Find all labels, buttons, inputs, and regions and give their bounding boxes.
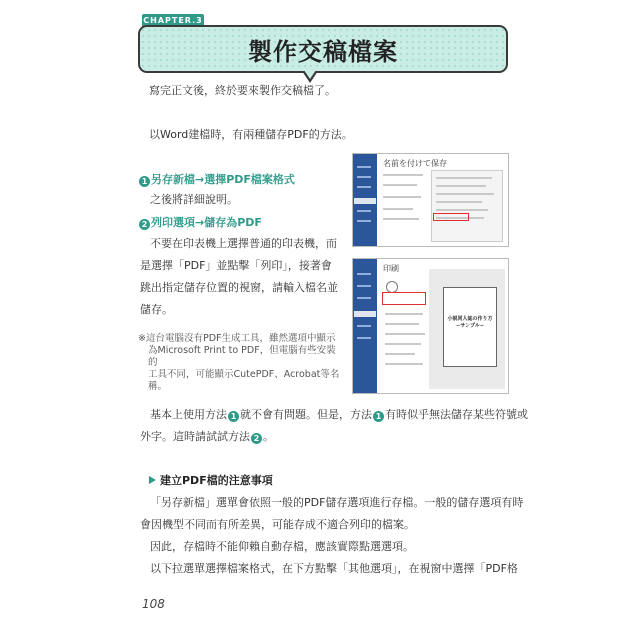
intro-paragraph-2: 以Word建檔時，有兩種儲存PDF的方法。 xyxy=(149,128,353,141)
file-format-dropdown xyxy=(431,170,503,242)
save-as-heading: 名前を付けて保存 xyxy=(383,159,447,168)
step-2-label: 列印選項→儲存為PDF xyxy=(151,216,262,229)
footnote-line: 稱。 xyxy=(148,381,168,392)
title-banner xyxy=(138,25,508,73)
section-paragraph-line: 「另存新檔」選單會依照一般的PDF儲存選項進行存檔。一般的儲存選項有時 xyxy=(150,496,524,509)
preview-title: 小説同人誌の作り方 xyxy=(447,316,493,322)
save-as-screenshot xyxy=(352,153,509,247)
summary-text: 。 xyxy=(263,430,274,443)
footnote-line: ※這台電腦沒有PDF生成工具，雖然選項中顯示 xyxy=(138,333,336,344)
section-paragraph-line: 會因機型不同而有所差異，可能存成不適合列印的檔案。 xyxy=(140,518,415,531)
backstage-sidebar xyxy=(353,154,377,246)
page-number: 108 xyxy=(142,597,165,611)
step-2-description-line: 跳出指定儲存位置的視窗，請輸入檔名並 xyxy=(140,281,338,294)
section-heading-text: 建立PDF檔的注意事項 xyxy=(160,474,273,487)
triangle-bullet-icon xyxy=(149,476,156,484)
print-preview-page xyxy=(443,287,497,367)
summary-text: 有時似乎無法儲存某些符號或 xyxy=(385,408,528,421)
printer-select-highlight xyxy=(382,292,426,305)
intro-paragraph-1: 寫完正文後，終於要來製作交稿檔了。 xyxy=(149,84,336,97)
step-1-heading xyxy=(138,171,295,187)
summary-text: 就不會有問題。但是，方法 xyxy=(240,408,372,421)
section-heading xyxy=(149,472,273,488)
footnote-line: 為Microsoft Print to PDF，但電腦有些安裝的 xyxy=(148,345,336,368)
step-2-description-line: 不要在印表機上選擇普通的印表機，而 xyxy=(150,237,337,250)
footnote-line: 工具不同，可能顯示CutePDF、Acrobat等名 xyxy=(148,369,340,380)
title-banner-tail-fill xyxy=(304,70,316,79)
summary-text: 外字。這時請試試方法 xyxy=(140,430,250,443)
pdf-option-highlight xyxy=(433,213,469,221)
summary-line-1 xyxy=(150,407,528,423)
step-1-label: 另存新檔→選擇PDF檔案格式 xyxy=(151,173,295,186)
step-2-description-line: 是選擇「PDF」並點擊「列印」，接著會 xyxy=(140,259,332,272)
step-1-number: 1 xyxy=(139,176,150,187)
method-1-number: 1 xyxy=(228,411,239,422)
print-heading: 印刷 xyxy=(383,264,399,273)
step-1-description: 之後將詳細說明。 xyxy=(150,193,238,206)
step-2-heading xyxy=(138,214,262,230)
page-title: 製作交稿檔案 xyxy=(248,37,398,66)
preview-subtitle: −サンプル− xyxy=(456,323,484,329)
step-2-description-line: 儲存。 xyxy=(140,303,173,316)
method-1-number: 1 xyxy=(373,411,384,422)
backstage-sidebar xyxy=(353,259,377,393)
section-paragraph-line: 因此，存檔時不能仰賴自動存檔，應該實際點選選項。 xyxy=(150,540,414,553)
summary-line-2 xyxy=(140,429,274,445)
method-2-number: 2 xyxy=(251,433,262,444)
step-2-number: 2 xyxy=(139,219,150,230)
summary-text: 基本上使用方法 xyxy=(150,408,227,421)
section-paragraph-line: 以下拉選單選擇檔案格式，在下方點擊「其他選項」，在視窗中選擇「PDF格 xyxy=(150,562,518,575)
footnote xyxy=(138,333,343,393)
chapter-label: CHAPTER.3 xyxy=(143,16,203,25)
